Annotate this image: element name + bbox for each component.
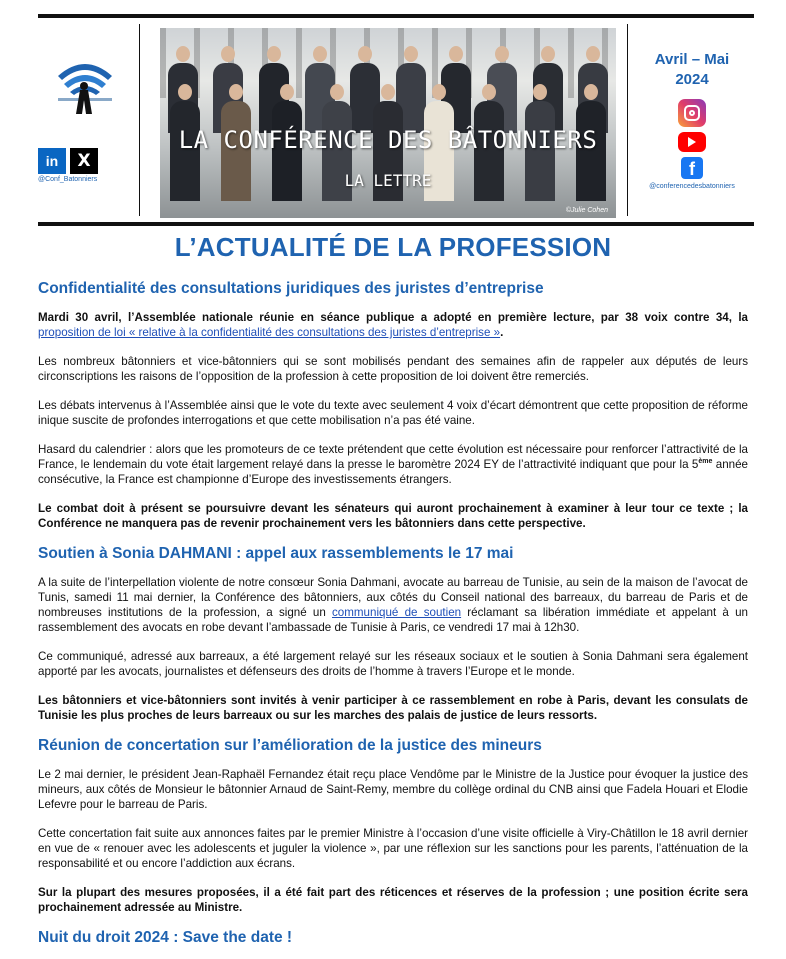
- main-title: L’ACTUALITÉ DE LA PROFESSION: [174, 232, 612, 262]
- header-divider-right: [627, 24, 628, 216]
- banner-subtitle: LA LETTRE: [344, 171, 432, 190]
- section-title-justice-mineurs: Réunion de concertation sur l’amélioration de la justice des mineurs: [38, 737, 542, 754]
- s1-p1-end: .: [500, 326, 504, 339]
- facebook-icon[interactable]: f: [681, 157, 703, 179]
- s2-paragraph-2: Ce communiqué, adressé aux barreaux, a été largement relayé sur les réseaux sociaux et le soutien à Sonia Dahmani sera également apporté par les avocats, journalistes et défenseurs des droits de l’homme à travers l’Europe et le monde.: [38, 650, 748, 678]
- photo-credit: ©Julie Cohen: [565, 207, 608, 214]
- s3-paragraph-2: Cette concertation fait suite aux annonces faites par le premier Ministre à l’occasion d’une visite officielle à Viry-Châtillon le 18 avril dernier en vue de « renouer avec les adolescents et juguler la violence », par une réflexion sur les sanctions pour les parents, l’atténuation de la responsabilité et ou encore l’addiction aux écrans.: [38, 827, 748, 870]
- section-title-nuit-du-droit: Nuit du droit 2024 : Save the date !: [38, 929, 293, 946]
- communique-de-soutien-link[interactable]: communiqué de soutien: [332, 606, 462, 619]
- banner-title: LA CONFÉRENCE DES BÂTONNIERS: [178, 126, 598, 154]
- s2-p1-middle: réclamant sa libération immédiate et appelant à un rassemblement des avocats en robe devant l’ambassade de Tunisie à Paris, ce vendredi 17 mai à 12h30: [38, 606, 748, 634]
- instagram-icon[interactable]: [678, 99, 706, 127]
- social-handle-right[interactable]: @conferencedesbatonniers: [649, 183, 735, 190]
- s1-p1-lead: Mardi 30 avril, l’Assemblée nationale réunie en séance publique a adopté en première lecture, par 38 voix contre 34, la: [38, 311, 748, 324]
- issue-date: [636, 50, 748, 90]
- social-links-left: [38, 148, 98, 174]
- conference-logo: [52, 54, 118, 116]
- s2-paragraph-3: Les bâtonniers et vice-bâtonniers sont invités à venir participer à ce rassemblement en robe à Paris, devant les consulats de Tunisie les plus proches de leurs barreaux ou sur les marches des palais de justice de leurs ressorts.: [38, 694, 748, 722]
- s1-paragraph-4: [38, 442, 748, 487]
- issue-months: Avril – Mai: [654, 51, 730, 68]
- section-title-sonia-dahmani: Soutien à Sonia DAHMANI : appel aux rassemblements le 17 mai: [38, 545, 514, 562]
- header-banner-photo: [160, 28, 616, 218]
- proposition-de-loi-link[interactable]: proposition de loi « relative à la confidentialité des consultations des juristes d’entreprise »: [38, 326, 501, 339]
- s2-paragraph-1: [38, 575, 748, 635]
- s3-paragraph-3: Sur la plupart des mesures proposées, il a été fait part des réticences et réserves de la profession ; une position écrite sera prochainement adressée au Ministre.: [38, 886, 748, 914]
- youtube-icon[interactable]: [678, 132, 706, 152]
- header-divider-left: [139, 24, 140, 216]
- s1-paragraph-1: [38, 310, 748, 340]
- s2-p1-end: .: [576, 621, 580, 634]
- s1-paragraph-2: Les nombreux bâtonniers et vice-bâtonniers qui se sont mobilisés pendant des semaines afin de rappeler aux députés de leurs circonscriptions les raisons de l’opposition de la profession à cette proposition de loi doivent être remerciés.: [38, 355, 748, 383]
- x-icon[interactable]: X: [70, 148, 98, 174]
- top-rule: [38, 14, 754, 18]
- s1-paragraph-5: Le combat doit à présent se poursuivre devant les sénateurs qui auront prochainement à examiner à leur tour ce texte ; la Conférence ne manquera pas de revenir prochainement vers les bâtonniers dans cette perspective.: [38, 502, 748, 530]
- s3-paragraph-1: Le 2 mai dernier, le président Jean-Raphaël Fernandez était reçu place Vendôme par le Ministre de la Justice pour évoquer la justice des mineurs, aux côtés de Monsieur le bâtonnier Arnaud de Saint-Remy, membre du collège ordinal du CNB ainsi que Fadela Houari et Elodie Lefevre pour le barreau de Paris.: [38, 768, 748, 811]
- s1-paragraph-3: Les débats intervenus à l’Assemblée ainsi que le vote du texte avec seulement 4 voix d’écart démontrent que cette proposition de réforme inique suscite de profondes interrogations et que cette mobilisation n’a pas été vaine.: [38, 399, 748, 427]
- s2-p1-text: A la suite de l’interpellation violente de notre consœur Sonia Dahmani, avocate au barreau de Tunisie, au sein de la maison de l’avocat de Tunis, samedi 11 mai dernier, la Conférence des bâtonniers, aux côtés du Conseil national des barreaux, du barreau de Paris et de nombreuses institutions de la profession, a signé un: [38, 576, 748, 619]
- section-title-confidentiality: Confidentialité des consultations juridiques des juristes d’entreprise: [38, 280, 544, 297]
- linkedin-icon[interactable]: in: [38, 148, 66, 174]
- newsletter-content: [38, 280, 748, 959]
- s1-p4-text: Hasard du calendrier : alors que les promoteurs de ce texte prétendent que cette évolution est nécessaire pour renforcer l’attractivité de la France, le lendemain du vote était largement relayé dans la presse le baromètre 2024 EY de l’attractivité indiquant que pour la 5: [38, 443, 748, 471]
- twitter-handle[interactable]: @Conf_Batonniers: [38, 176, 98, 183]
- s1-p4-end: année consécutive, la France est championne d’Europe des investissements étrangers.: [38, 458, 748, 486]
- issue-year: 2024: [675, 71, 709, 88]
- header-bottom-rule: [38, 222, 754, 226]
- s1-p4-superscript: ème: [698, 458, 713, 466]
